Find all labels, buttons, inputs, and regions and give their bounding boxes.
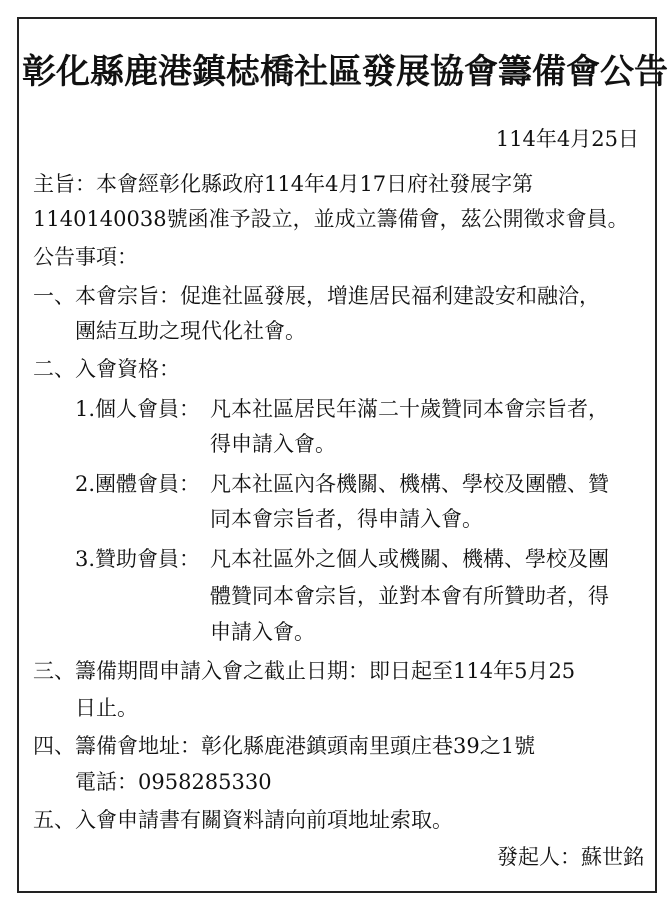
qualification-3-line-3: 申請入會。	[210, 620, 315, 644]
notice-date: 114年4月25日	[495, 127, 639, 151]
qualification-3-label: 3.贊助會員：	[75, 547, 201, 571]
subject-line-2: 1140140038號函准予設立，並成立籌備會，茲公開徵求會員。	[33, 207, 629, 231]
qualification-3-line-2: 體贊同本會宗旨，並對本會有所贊助者，得	[210, 584, 609, 608]
qualification-2-label: 2.團體會員：	[75, 472, 201, 496]
item-3-line-2: 日止。	[75, 696, 138, 720]
item-5-line-1: 五、入會申請書有關資料請向前項地址索取。	[33, 808, 453, 832]
notice-title: 彰化縣鹿港鎮梽橋社區發展協會籌備會公告	[22, 52, 668, 92]
item-1-line-2: 團結互助之現代化社會。	[75, 319, 306, 343]
qualification-2-line-2: 同本會宗旨者，得申請入會。	[210, 507, 483, 531]
qualification-2-line-1: 凡本社區內各機關、機構、學校及團體、贊	[210, 472, 609, 496]
qualification-1-line-2: 得申請入會。	[210, 432, 336, 456]
signer: 發起人：蘇世銘	[497, 845, 644, 869]
item-4-line-1: 四、籌備會地址：彰化縣鹿港鎮頭南里頭庄巷39之1號	[33, 734, 536, 758]
subject-line-1: 主旨：本會經彰化縣政府114年4月17日府社發展字第	[33, 172, 534, 196]
qualification-1-line-1: 凡本社區居民年滿二十歲贊同本會宗旨者，	[210, 397, 609, 421]
items-heading: 公告事項：	[33, 245, 138, 269]
item-1-line-1: 一、本會宗旨：促進社區發展，增進居民福利建設安和融洽，	[33, 284, 600, 308]
item-3-line-1: 三、籌備期間申請入會之截止日期：即日起至114年5月25	[33, 659, 576, 683]
qualification-1-label: 1.個人會員：	[75, 397, 201, 421]
qualification-3-line-1: 凡本社區外之個人或機關、機構、學校及團	[210, 547, 609, 571]
item-4-phone: 電話：0958285330	[75, 770, 272, 794]
item-2-heading: 二、入會資格：	[33, 357, 180, 381]
